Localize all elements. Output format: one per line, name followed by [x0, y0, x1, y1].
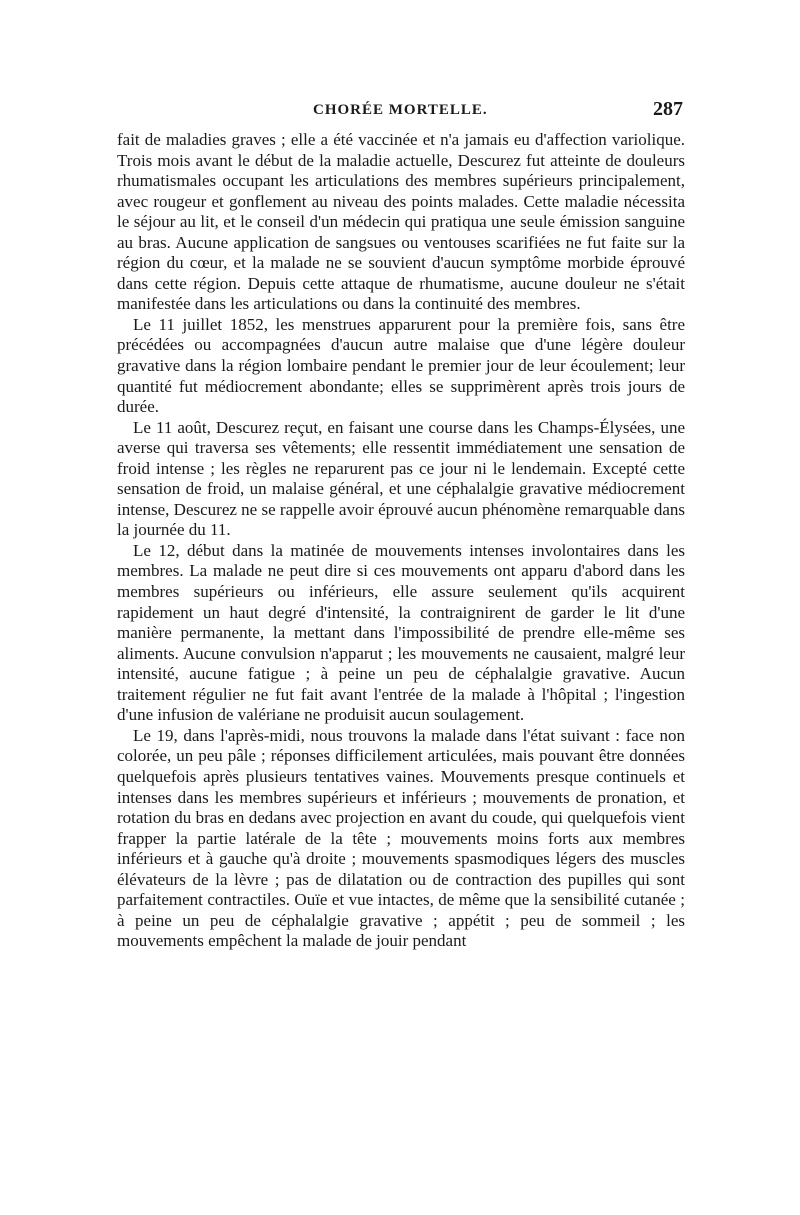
paragraph-12: Le 12, début dans la matinée de mouvements intenses involontaires dans les membres. La malade ne peut dire si ces mouvements ont apparu d'abord dans les membres supérieurs ou inférieurs, elle assure seulement qu'ils acquirent rapidement un haut degré d'intensité, la contraignirent de garder le lit d'une manière permanente, la mettant dans l'impossibilité de prendre elle-même ses aliments. Aucune convulsion n'apparut ; les mouvements ne causaient, malgré leur intensité, aucune fatigue ; à peine un peu de céphalalgie gravative. Aucun traitement régulier ne fut fait avant l'entrée de la malade à l'hôpital ; l'ingestion d'une infusion de valériane ne produisit aucun soulagement. — [117, 540, 685, 725]
book-page — [117, 98, 685, 952]
paragraph-juillet: Le 11 juillet 1852, les menstrues apparurent pour la première fois, sans être précédées ou accompagnées d'aucun autre malaise que d'une légère douleur gravative dans la région lombaire pendant le premier jour de leur écoulement; leur quantité fut médiocrement abondante; elles se supprimèrent après trois jours de durée. — [117, 314, 685, 417]
paragraph-aout: Le 11 août, Descurez reçut, en faisant une course dans les Champs-Élysées, une averse qui traversa ses vêtements; elle ressentit immédiatement une sensation de froid intense ; les règles ne reparurent pas ce jour ni le lendemain. Excepté cette sensation de froid, un malaise général, et une céphalalgie gravative médiocrement intense, Descurez ne se rappelle avoir éprouvé aucun phénomène remarquable dans la journée du 11. — [117, 417, 685, 540]
running-title: CHORÉE MORTELLE. — [313, 102, 488, 118]
paragraph-continuation: fait de maladies graves ; elle a été vaccinée et n'a jamais eu d'affection variolique. Trois mois avant le début de la maladie actuelle, Descurez fut atteinte de douleurs rhumatismales occupant les articulations des membres supérieurs principalement, avec rougeur et gonflement au niveau des points malades. Cette maladie nécessita le séjour au lit, et le conseil d'un médecin qui pratiqua une seule émission sanguine au bras. Aucune application de sangsues ou ventouses scarifiées ne fut faite sur la région du cœur, et la malade ne se souvient d'aucun symptôme morbide éprouvé dans cette région. Depuis cette attaque de rhumatisme, aucune douleur ne s'était manifestée dans les articulations ou dans la continuité des membres. — [117, 130, 685, 314]
body-text — [117, 130, 685, 952]
page-header — [117, 98, 685, 128]
paragraph-19: Le 19, dans l'après-midi, nous trouvons la malade dans l'état suivant : face non colorée, un peu pâle ; réponses difficilement articulées, mais pouvant être données quelquefois après plusieurs tentatives vaines. Mouvements presque continuels et intenses dans les membres supérieurs et inférieurs ; mouvements de pronation, et rotation du bras en dedans avec projection en avant du coude, qui quelquefois vient frapper la partie latérale de la tête ; mouvements moins forts aux membres inférieurs et à gauche qu'à droite ; mouvements spasmodiques légers des muscles élévateurs de la lèvre ; pas de dilatation ou de contraction des pupilles qui sont parfaitement contractiles. Ouïe et vue intactes, de même que la sensibilité cutanée ; à peine un peu de céphalalgie gravative ; appétit ; peu de sommeil ; les mouvements empêchent la malade de jouir pendant — [117, 725, 685, 951]
page-number: 287 — [653, 98, 683, 120]
